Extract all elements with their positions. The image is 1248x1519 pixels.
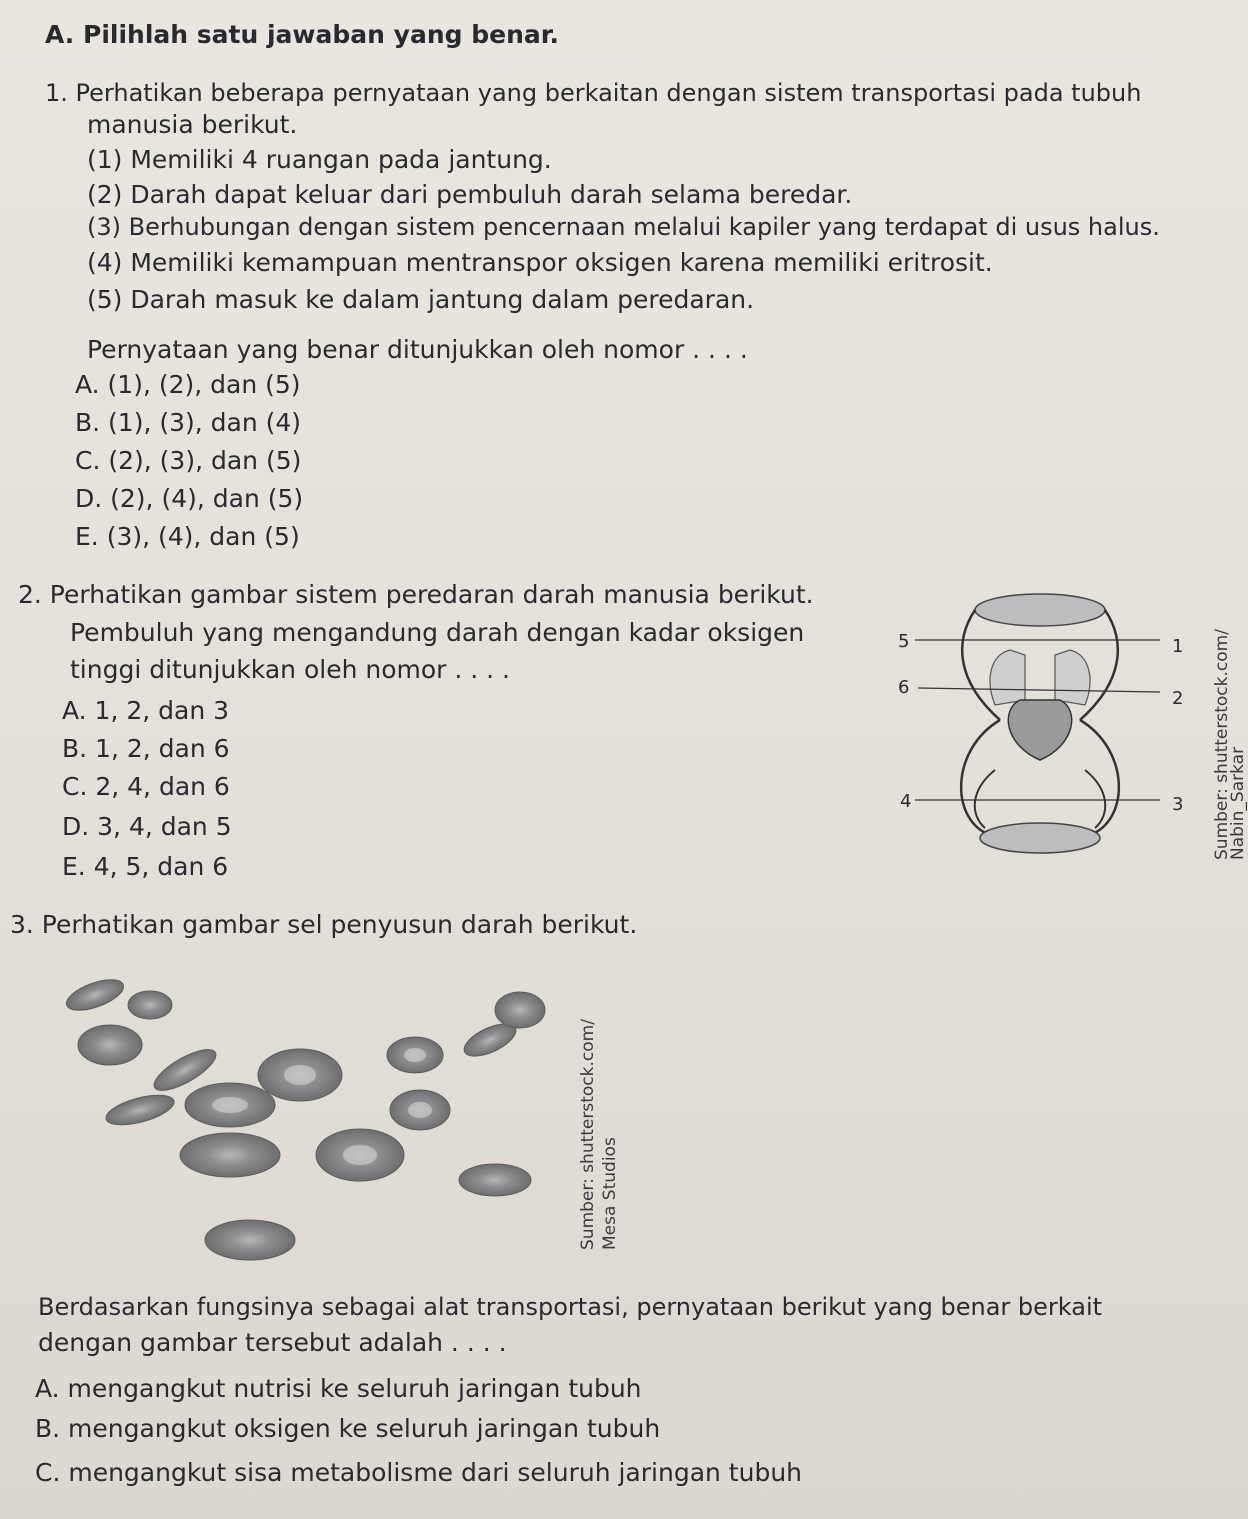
q3-stem-line3: dengan gambar tersebut adalah . . . . [38, 1328, 507, 1357]
vessel-4 [975, 770, 995, 828]
lung-capillary-bed [975, 594, 1105, 626]
blood-cell [103, 1089, 177, 1130]
q1-option-d[interactable]: D. (2), (4), dan (5) [75, 484, 304, 513]
q2-stem-line3: tinggi ditunjukkan oleh nomor . . . . [70, 655, 511, 684]
q1-option-e[interactable]: E. (3), (4), dan (5) [75, 522, 300, 551]
cell-center [404, 1048, 426, 1062]
label-4: 4 [900, 791, 912, 812]
q1-option-b[interactable]: B. (1), (3), dan (4) [75, 408, 302, 437]
right-lung [1055, 650, 1090, 705]
heart [1008, 700, 1071, 760]
q1-stem-line2: manusia berikut. [87, 110, 298, 139]
q2-stem-line1: 2. Perhatikan gambar sistem peredaran darah manusia berikut. [18, 580, 814, 609]
label-6: 6 [898, 677, 910, 698]
q3-stem-line1: 3. Perhatikan gambar sel penyusun darah berikut. [10, 910, 638, 939]
q2-stem-line2: Pembuluh yang mengandung darah dengan kadar oksigen [70, 618, 805, 647]
cell-center [408, 1102, 432, 1118]
q3-credit-author: Mesa Studios [600, 1137, 620, 1250]
blood-cell [78, 1025, 142, 1065]
left-lung [990, 650, 1025, 705]
vessel-2 [1080, 720, 1119, 835]
blood-cell [63, 973, 128, 1016]
circulatory-system-diagram [860, 570, 1205, 870]
q2-option-c[interactable]: C. 2, 4, dan 6 [62, 772, 230, 801]
cell-center [343, 1145, 377, 1165]
q1-stem-line1: 1. Perhatikan beberapa pernyataan yang berkaitan dengan sistem transportasi pada tubuh [45, 79, 1142, 107]
blood-cell [128, 991, 172, 1019]
blood-cell [495, 992, 545, 1028]
blood-cell [180, 1133, 280, 1177]
q1-option-c[interactable]: C. (2), (3), dan (5) [75, 446, 302, 475]
section-heading: A. Pilihlah satu jawaban yang benar. [45, 20, 560, 49]
cell-center [284, 1065, 316, 1085]
vessel-3 [1085, 770, 1105, 828]
q1-statement-5: (5) Darah masuk ke dalam jantung dalam peredaran. [87, 285, 755, 314]
q2-option-e[interactable]: E. 4, 5, dan 6 [62, 852, 229, 881]
q1-statement-4: (4) Memiliki kemampuan mentranspor oksigen karena memiliki eritrosit. [87, 248, 993, 277]
red-blood-cells-image [0, 950, 640, 1290]
label-5: 5 [898, 631, 910, 652]
q1-prompt: Pernyataan yang benar ditunjukkan oleh nomor . . . . [87, 335, 748, 364]
vessel-6 [961, 720, 1000, 835]
q1-option-a[interactable]: A. (1), (2), dan (5) [75, 370, 301, 399]
body-capillary-bed [980, 823, 1100, 853]
leader-line-6-2 [918, 688, 1160, 692]
q1-statement-2: (2) Darah dapat keluar dari pembuluh darah selama beredar. [87, 180, 853, 209]
q2-credit-source: Sumber: shutterstock.com/ [1212, 629, 1232, 860]
q3-option-b[interactable]: B. mengangkut oksigen ke seluruh jaringan tubuh [35, 1414, 661, 1443]
q3-credit-source: Sumber: shutterstock.com/ [578, 1019, 598, 1250]
q2-option-b[interactable]: B. 1, 2, dan 6 [62, 734, 230, 763]
label-2: 2 [1172, 688, 1184, 709]
blood-cell [459, 1164, 531, 1196]
label-1: 1 [1172, 636, 1184, 657]
q2-option-a[interactable]: A. 1, 2, dan 3 [62, 696, 230, 725]
q2-option-d[interactable]: D. 3, 4, dan 5 [62, 812, 232, 841]
q1-statement-3: (3) Berhubungan dengan sistem pencernaan melalui kapiler yang terdapat di usus halus. [87, 213, 1160, 241]
q3-option-a[interactable]: A. mengangkut nutrisi ke seluruh jaringan tubuh [35, 1374, 642, 1403]
cell-center [212, 1097, 248, 1113]
label-3: 3 [1172, 794, 1184, 815]
q3-stem-line2: Berdasarkan fungsinya sebagai alat transportasi, pernyataan berikut yang benar berkait [38, 1293, 1103, 1321]
blood-cell [205, 1220, 295, 1260]
q3-option-c[interactable]: C. mengangkut sisa metabolisme dari seluruh jaringan tubuh [35, 1458, 803, 1487]
q1-statement-1: (1) Memiliki 4 ruangan pada jantung. [87, 145, 552, 174]
q2-credit-author: Nabin_Sarkar [1228, 746, 1248, 860]
